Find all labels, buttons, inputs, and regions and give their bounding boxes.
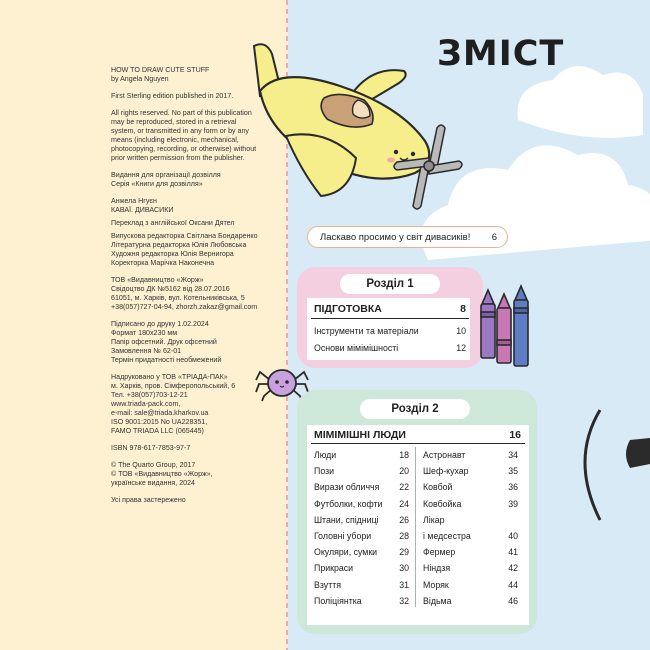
imprint-staff: Літературна редакторка Юлія Любовська — [111, 241, 247, 249]
toc-entry-label: Взуття — [314, 579, 342, 590]
imprint-copyright: © The Quarto Group, 2017 — [111, 461, 196, 469]
toc-entry-page: 46 — [508, 595, 518, 606]
toc-entry-page: 8 — [460, 303, 466, 315]
toc-entry-page: 31 — [399, 579, 409, 590]
toc-entry-page: 40 — [508, 531, 518, 541]
imprint-rights: prior written permission from the publisher. — [111, 154, 245, 162]
imprint-publisher: +38(057)727-04-94, zhorzh.zakaz@gmail.com — [111, 303, 258, 311]
toc-welcome-label: Ласкаво просимо у світ дивасиків! — [320, 231, 471, 243]
toc-entry[interactable] — [423, 531, 518, 541]
imprint-printer: ISO 9001:2015 No UA228351, — [111, 418, 208, 426]
section1-label: Розділ 1 — [340, 274, 440, 294]
imprint-en-author: by Angela Nguyen — [111, 75, 169, 83]
toc-entry-page: 36 — [508, 482, 518, 493]
toc-entry-label: Люди — [314, 450, 337, 460]
imprint-print: Термін придатності необмежений — [111, 356, 222, 364]
toc-entry[interactable] — [423, 515, 518, 525]
imprint-print: Папір офсетний. Друк офсетний — [111, 338, 217, 346]
imprint-en-edition: First Sterling edition published in 2017. — [111, 92, 234, 100]
toc-entry-page: 16 — [509, 429, 521, 441]
toc-entry[interactable] — [423, 450, 518, 460]
imprint-printer: www.triada-pack.com, — [111, 400, 181, 408]
toc-entry-label: МІМІМІШНІ ЛЮДИ — [314, 429, 406, 441]
imprint-isbn: ISBN 978-617-7853-97-7 — [111, 444, 191, 452]
toc-entry-label: Вирази обличчя — [314, 482, 380, 493]
imprint-printer: Надруковано у ТОВ «ТРІАДА-ПАК» — [111, 373, 228, 381]
imprint-printer: Тел. +38(057)703-12-21 — [111, 391, 188, 399]
crayons-icon — [478, 280, 538, 375]
imprint-title-ua: КАВАЇ. ДИВАСИКИ — [111, 206, 174, 214]
toc-entry-page: 39 — [508, 498, 518, 509]
toc-entry-label: Астронавт — [423, 450, 466, 460]
toc-entry-label: Ковбой — [423, 482, 453, 493]
toc-entry[interactable] — [314, 515, 409, 525]
toc-entry[interactable] — [314, 563, 409, 573]
imprint-rights: system, or transmitted in any form or by any — [111, 127, 249, 135]
toc-entry[interactable] — [314, 326, 466, 336]
imprint-printer: FAMO TRIADA LLC (065445) — [111, 427, 204, 435]
imprint-publisher: 61051, м. Харків, вул. Котельниківська, 5 — [111, 294, 245, 302]
toc-entry-page: 42 — [508, 563, 518, 574]
toc-entry-label: Футболки, кофти — [314, 498, 383, 509]
toc-entry-label: Прикраси — [314, 563, 354, 574]
toc-entry-label: Окуляри, сумки — [314, 547, 378, 558]
imprint-printer: e-mail: sale@triada.kharkov.ua — [111, 409, 209, 417]
imprint-staff: Коректорка Марічка Наконечна — [111, 259, 215, 267]
toc-entry[interactable] — [423, 547, 518, 557]
imprint-reserved: Усі права застережено — [111, 496, 186, 504]
imprint-print: Замовлення № 62-01 — [111, 347, 182, 355]
section2-rule — [311, 443, 525, 444]
imprint-publisher: Свідоцтво ДК №5162 від 28.07.2016 — [111, 285, 230, 293]
toc-entry-page: 22 — [399, 482, 409, 493]
toc-entry[interactable] — [314, 466, 409, 476]
toc-entry-section2-heading[interactable] — [314, 429, 521, 441]
imprint-copyright: © ТОВ «Видавництво «Жорж», — [111, 470, 213, 478]
toc-entry-label: Інструменти та матеріали — [314, 326, 419, 336]
toc-entry-page: 18 — [399, 450, 409, 460]
imprint-publisher: ТОВ «Видавництво «Жорж» — [111, 276, 204, 284]
toc-welcome-page: 6 — [491, 231, 497, 243]
toc-entry-page: 29 — [399, 547, 409, 558]
imprint-series: Серія «Книги для дозвілля» — [111, 180, 203, 188]
toc-entry[interactable] — [314, 450, 409, 460]
imprint-print: Формат 180х230 мм — [111, 329, 178, 337]
imprint-printer: м. Харків, пров. Сімферопольський, 6 — [111, 382, 236, 390]
imprint-en-title: HOW TO DRAW CUTE STUFF — [111, 66, 210, 74]
toc-entry-label: Моряк — [423, 579, 449, 590]
toc-entry[interactable] — [314, 531, 409, 541]
toc-entry-label: Фермер — [423, 547, 456, 558]
section1-rule — [311, 318, 469, 319]
imprint-print: Підписано до друку 1.02.2024 — [111, 320, 209, 328]
toc-entry-page: 26 — [399, 514, 409, 525]
toc-entry-page: 12 — [456, 343, 466, 353]
toc-entry[interactable] — [423, 580, 518, 590]
toc-entry-label: Пози — [314, 466, 335, 477]
toc-entry-label: Основи мімімішності — [314, 343, 399, 353]
imprint-rights: All rights reserved. No part of this publication — [111, 109, 252, 117]
imprint-translation: Переклад з англійської Оксани Дятел — [111, 219, 235, 227]
toc-entry[interactable] — [314, 547, 409, 557]
toc-title: ЗМІСТ — [437, 34, 565, 74]
toc-entry-label: і медсестра — [423, 531, 471, 541]
section2-column-divider — [415, 447, 416, 607]
toc-entry-label: Головні убори — [314, 531, 372, 541]
toc-entry[interactable] — [314, 499, 409, 509]
imprint-author-ua: Анжела Нгуєн — [111, 197, 157, 205]
toc-entry[interactable] — [423, 499, 518, 509]
toc-entry-page: 28 — [399, 531, 409, 541]
toc-entry-page: 32 — [399, 595, 409, 606]
toc-entry-page: 30 — [399, 563, 409, 574]
edge-illustration — [560, 400, 650, 530]
toc-entry-page: 10 — [456, 326, 466, 336]
toc-entry[interactable] — [314, 580, 409, 590]
toc-entry-label: Ковбойка — [423, 498, 462, 509]
imprint-edition-type: Видання для організації дозвілля — [111, 171, 221, 179]
airplane-icon — [246, 36, 476, 216]
imprint-staff: Випускова редакторка Світлана Бондаренко — [111, 232, 258, 240]
section2-label: Розділ 2 — [360, 399, 470, 419]
toc-entry[interactable] — [423, 482, 518, 492]
toc-entry[interactable] — [314, 343, 466, 353]
imprint-copyright: українське видання, 2024 — [111, 479, 195, 487]
toc-entry-page: 35 — [508, 466, 518, 477]
toc-entry-page: 20 — [399, 466, 409, 477]
toc-entry-label: Відьма — [423, 595, 452, 606]
toc-entry-section1-heading[interactable] — [314, 303, 466, 315]
toc-entry[interactable] — [314, 596, 409, 606]
toc-entry-page: 44 — [508, 579, 518, 590]
imprint-rights: may be reproduced, stored in a retrieval — [111, 118, 237, 126]
imprint-rights: photocopying, recording, or otherwise) without — [111, 145, 257, 153]
toc-entry[interactable] — [423, 466, 518, 476]
toc-welcome-entry[interactable] — [307, 226, 508, 248]
imprint-staff: Художня редакторка Юлія Вернигора — [111, 250, 234, 258]
toc-entry-label: Ніндзя — [423, 563, 451, 574]
toc-entry-page: 24 — [399, 498, 409, 509]
toc-entry-page: 34 — [508, 450, 518, 460]
toc-entry-label: Штани, спідниці — [314, 514, 379, 525]
toc-entry[interactable] — [314, 482, 409, 492]
toc-entry-label: Шеф-кухар — [423, 466, 469, 477]
toc-entry-label: Лікар — [423, 514, 445, 525]
imprint-rights: means (including electronic, mechanical, — [111, 136, 239, 144]
toc-entry-label: ПІДГОТОВКА — [314, 303, 382, 315]
toc-entry-page: 41 — [508, 547, 518, 558]
toc-entry-label: Поліціянтка — [314, 595, 362, 606]
toc-entry[interactable] — [423, 596, 518, 606]
toc-entry[interactable] — [423, 563, 518, 573]
